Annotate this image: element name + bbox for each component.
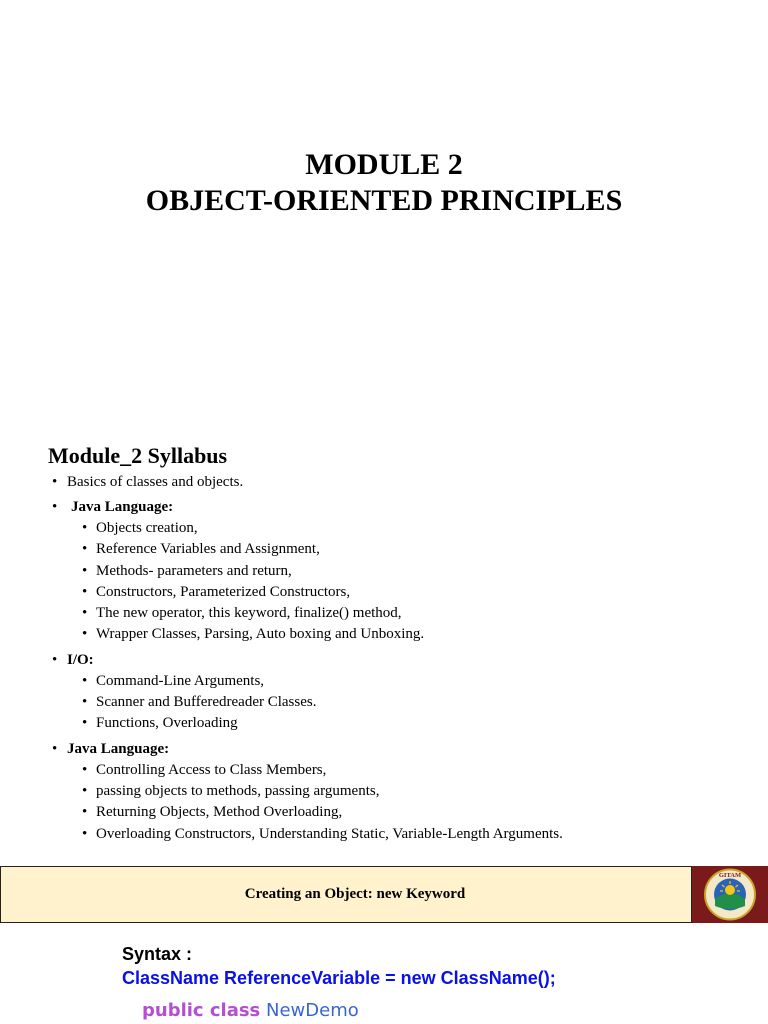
- list-item: • Reference Variables and Assignment,: [67, 539, 752, 560]
- code-keyword: public class: [142, 1000, 261, 1021]
- list-item: • Returning Objects, Method Overloading,: [67, 802, 752, 823]
- list-item: • Methods- parameters and return,: [67, 561, 752, 582]
- section-items: [67, 671, 752, 735]
- syntax-label: Syntax :: [122, 944, 193, 964]
- section-items: [67, 760, 752, 845]
- section-label: Java Language:: [71, 499, 174, 515]
- list-item: • Command-Line Arguments,: [67, 671, 752, 692]
- syllabus-section: [52, 472, 752, 493]
- section-label: Java Language:: [67, 740, 170, 757]
- syllabus-section: [52, 739, 752, 845]
- section-items: [67, 518, 752, 646]
- module-name-title: OBJECT-ORIENTED PRINCIPLES: [145, 184, 623, 217]
- syllabus-section: [52, 497, 752, 646]
- logo-text: GITAM: [718, 872, 742, 879]
- list-item: • The new operator, this keyword, finalize() method,: [67, 603, 752, 624]
- section-label: I/O:: [67, 651, 94, 668]
- list-item: • Controlling Access to Class Members,: [67, 760, 752, 781]
- code-example: [122, 942, 556, 1021]
- syllabus-section: [52, 650, 752, 735]
- logo-panel: [692, 866, 768, 923]
- syntax-line: ClassName ReferenceVariable = new ClassName();: [122, 968, 556, 988]
- gitam-logo-icon: [698, 866, 762, 923]
- title-slide: [0, 0, 768, 420]
- banner-title: Creating an Object: new Keyword: [244, 886, 466, 902]
- slide-title-banner: [0, 866, 692, 923]
- code-class-name: NewDemo: [266, 1000, 359, 1021]
- code-line: [142, 1000, 359, 1021]
- list-item: • Constructors, Parameterized Constructors,: [67, 582, 752, 603]
- list-item: • Wrapper Classes, Parsing, Auto boxing and Unboxing.: [67, 624, 752, 645]
- list-item: • Scanner and Bufferedreader Classes.: [67, 692, 752, 713]
- list-item: • Functions, Overloading: [67, 713, 752, 734]
- section-label: Basics of classes and objects.: [67, 474, 244, 490]
- list-item: • Objects creation,: [67, 518, 752, 539]
- syllabus-list: [52, 472, 752, 849]
- module-number-title: MODULE 2: [305, 148, 463, 181]
- list-item: • passing objects to methods, passing arguments,: [67, 781, 752, 802]
- list-item: • Overloading Constructors, Understanding Static, Variable-Length Arguments.: [67, 824, 752, 845]
- syllabus-heading: Module_2 Syllabus: [48, 443, 228, 468]
